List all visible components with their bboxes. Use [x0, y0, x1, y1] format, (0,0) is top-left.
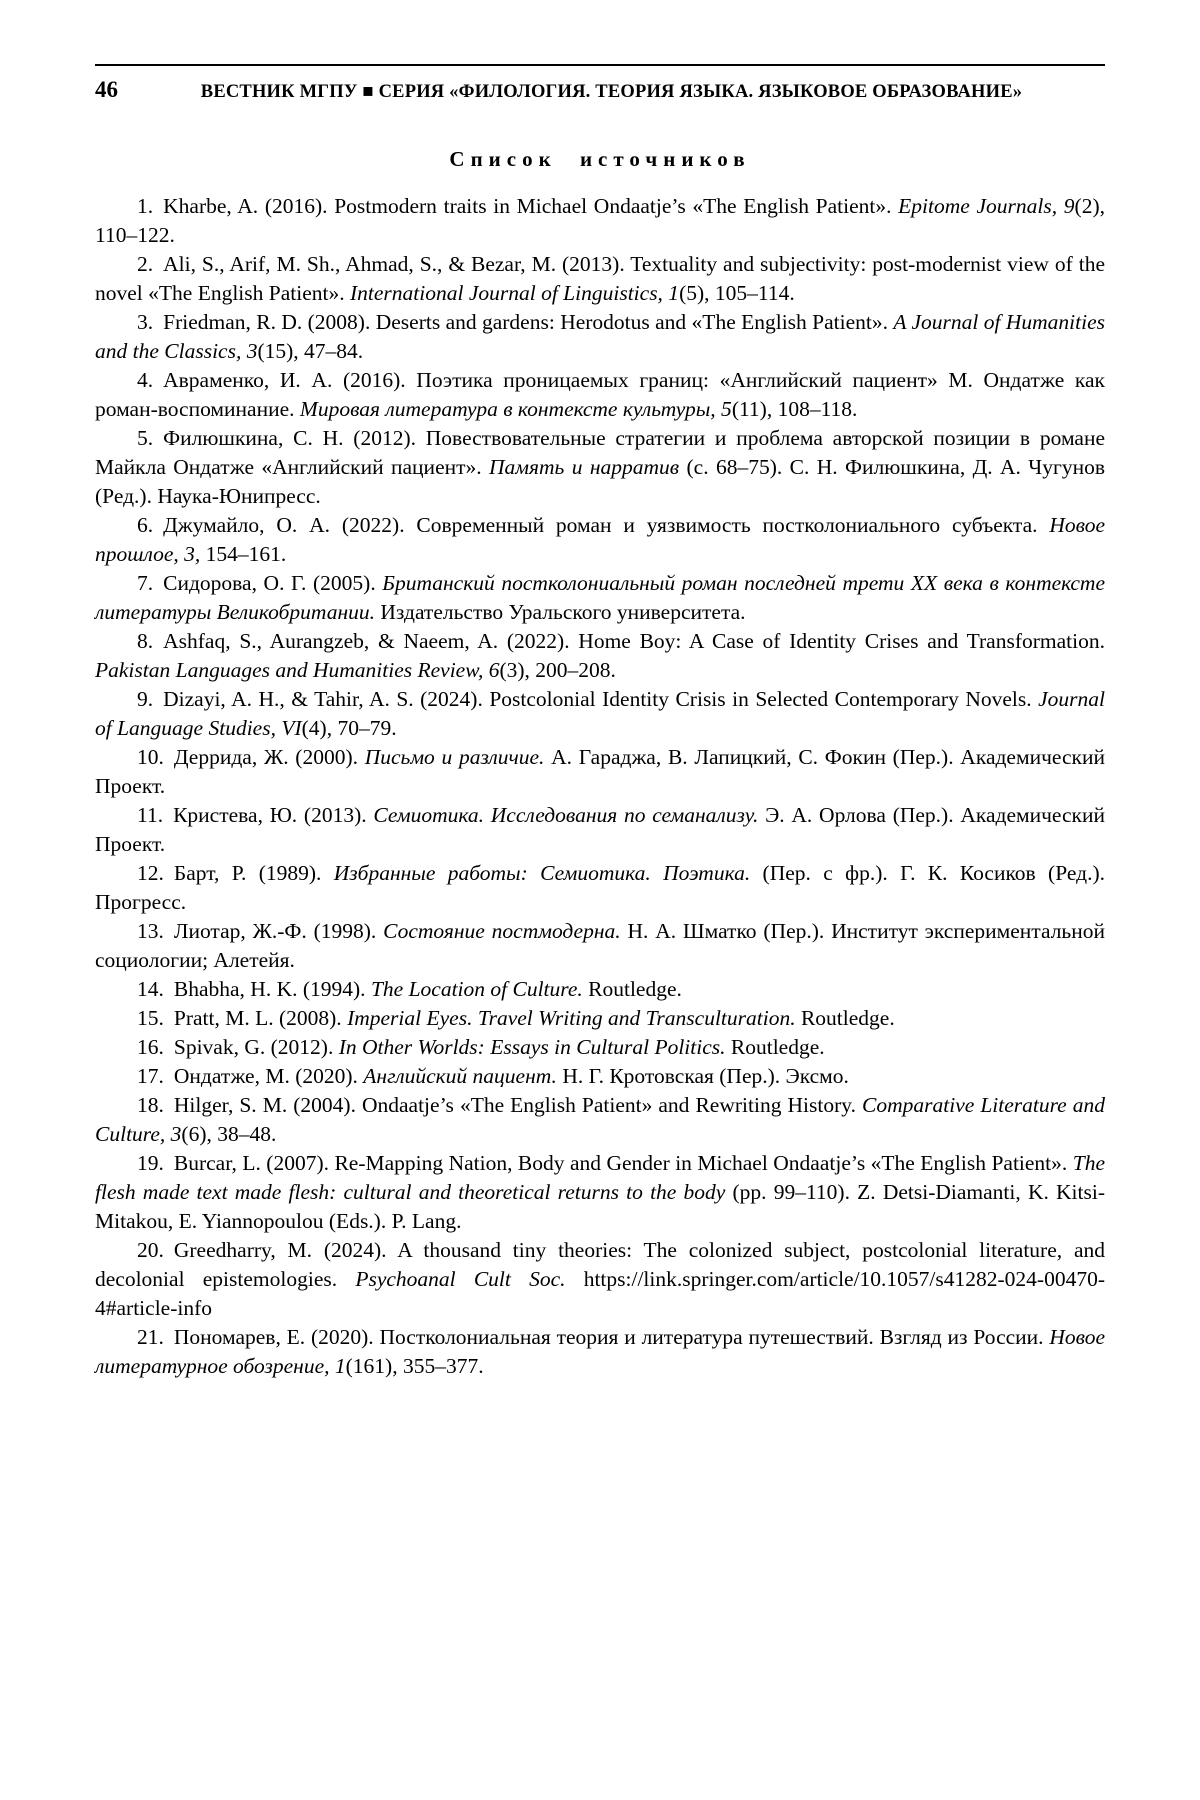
- reference-segment: (161), 355–377.: [345, 1354, 484, 1378]
- reference-item: [95, 366, 1105, 424]
- reference-segment-italic: Comparative Literature and Culture, 3: [95, 1093, 1106, 1146]
- reference-item: [95, 685, 1105, 743]
- reference-number: 12.: [137, 861, 164, 885]
- reference-item: [95, 1062, 1105, 1091]
- reference-number: 9.: [137, 687, 154, 711]
- reference-number: 4.: [137, 368, 154, 392]
- reference-number: 6.: [137, 513, 154, 537]
- reference-item: [95, 1033, 1105, 1062]
- reference-segment: Авраменко, И. А. (2016). Поэтика проницаемых границ: «Английский пациент» М. Ондатже как роман-воспоминание.: [95, 368, 1105, 421]
- page-header: [95, 64, 1105, 103]
- reference-item: [95, 859, 1105, 917]
- reference-segment: Routledge.: [795, 1006, 895, 1030]
- reference-segment: Джумайло, О. А. (2022). Современный роман и уязвимость постколониального субъекта.: [163, 513, 1050, 537]
- reference-segment: Burcar, L. (2007). Re-Mapping Nation, Body and Gender in Michael Ondaatje’s «The English Patient».: [173, 1151, 1073, 1175]
- reference-segment: 154–161.: [200, 542, 287, 566]
- reference-number: 11.: [137, 803, 164, 827]
- reference-item: [95, 250, 1105, 308]
- reference-segment-italic: A Journal of Humanities and the Classics, 3: [95, 310, 1105, 363]
- reference-item: [95, 192, 1105, 250]
- section-title: Список источников: [449, 147, 751, 171]
- reference-number: 18.: [137, 1093, 164, 1117]
- reference-number: 5.: [137, 426, 154, 450]
- reference-segment-italic: Состояние постмодерна.: [383, 919, 621, 943]
- reference-item: [95, 1004, 1105, 1033]
- reference-segment: Pratt, M. L. (2008).: [173, 1006, 348, 1030]
- reference-number: 13.: [137, 919, 164, 943]
- reference-segment-italic: Память и нарратив: [489, 455, 680, 479]
- reference-segment: Routledge.: [725, 1035, 825, 1059]
- reference-segment: (11), 108–118.: [731, 397, 858, 421]
- reference-item: [95, 569, 1105, 627]
- reference-segment-italic: Семиотика. Исследования по семанализу.: [373, 803, 759, 827]
- reference-segment: Филюшкина, С. Н. (2012). Повествовательные стратегии и проблема авторской позиции в романе Майкла Ондатже «Английский пациент».: [95, 426, 1105, 479]
- page-number: 46: [95, 77, 118, 102]
- reference-segment: Hilger, S. M. (2004). Ondaatje’s «The English Patient» and Rewriting History.: [173, 1093, 863, 1117]
- reference-item: [95, 917, 1105, 975]
- reference-segment-italic: Мировая литература в контексте культуры, 5: [299, 397, 732, 421]
- reference-segment-italic: Новое литературное обозрение, 1: [95, 1325, 1105, 1378]
- reference-item: [95, 308, 1105, 366]
- reference-item: [95, 1323, 1105, 1381]
- reference-segment: (6), 38–48.: [181, 1122, 277, 1146]
- reference-number: 2.: [137, 252, 154, 276]
- reference-segment-italic: In Other Worlds: Essays in Cultural Politics.: [338, 1035, 726, 1059]
- reference-segment-italic: Imperial Eyes. Travel Writing and Transculturation.: [347, 1006, 796, 1030]
- reference-segment-italic: Письмо и различие.: [364, 745, 545, 769]
- running-head: [95, 73, 1105, 103]
- reference-number: 3.: [137, 310, 154, 334]
- reference-segment-italic: The flesh made text made flesh: cultural and theoretical returns to the body: [95, 1151, 1105, 1204]
- reference-item: [95, 511, 1105, 569]
- reference-segment: Routledge.: [582, 977, 682, 1001]
- reference-segment: Н. А. Шматко (Пер.). Институт экспериментальной социологии; Алетейя.: [95, 919, 1105, 972]
- reference-segment: (2), 110–122.: [95, 194, 1105, 247]
- reference-segment: Ashfaq, S., Aurangzeb, & Naeem, A. (2022). Home Boy: A Case of Identity Crises and Transformation.: [163, 629, 1105, 653]
- reference-number: 8.: [137, 629, 154, 653]
- reference-segment: (pp. 99–110). Z. Detsi-Diamanti, K. Kitsi-Mitakou, E. Yiannopoulou (Eds.). P. Lang.: [95, 1180, 1105, 1233]
- reference-number: 20.: [137, 1238, 164, 1262]
- reference-item: [95, 975, 1105, 1004]
- reference-number: 7.: [137, 571, 154, 595]
- reference-number: 21.: [137, 1325, 164, 1349]
- reference-segment: Деррида, Ж. (2000).: [173, 745, 365, 769]
- reference-segment: (15), 47–84.: [257, 339, 364, 363]
- reference-segment-italic: International Journal of Linguistics, 1: [349, 281, 680, 305]
- reference-segment: Dizayi, A. H., & Tahir, A. S. (2024). Postcolonial Identity Crisis in Selected Contemporary Novels.: [163, 687, 1039, 711]
- reference-segment: (3), 200–208.: [499, 658, 616, 682]
- reference-segment: Н. Г. Кротовская (Пер.). Эксмо.: [556, 1064, 849, 1088]
- reference-segment: Ali, S., Arif, M. Sh., Ahmad, S., & Bezar, M. (2013). Textuality and subjectivity: post-modernist view of the novel «The English Patient».: [95, 252, 1105, 305]
- reference-number: 15.: [137, 1006, 164, 1030]
- reference-segment-italic: Journal of Language Studies, VI: [95, 687, 1105, 740]
- reference-segment: (4), 70–79.: [301, 716, 397, 740]
- reference-number: 17.: [137, 1064, 164, 1088]
- header-rule: [95, 64, 1105, 66]
- reference-number: 10.: [137, 745, 164, 769]
- reference-segment-italic: The Location of Culture.: [370, 977, 583, 1001]
- running-title: ВЕСТНИК МГПУ ■ СЕРИЯ «ФИЛОЛОГИЯ. ТЕОРИЯ ЯЗЫКА. ЯЗЫКОВОЕ ОБРАЗОВАНИЕ»: [200, 82, 1023, 102]
- reference-segment: Барт, Р. (1989).: [173, 861, 334, 885]
- reference-item: [95, 743, 1105, 801]
- reference-segment: Spivak, G. (2012).: [173, 1035, 339, 1059]
- reference-segment-italic: Английский пациент.: [363, 1064, 557, 1088]
- reference-item: [95, 1091, 1105, 1149]
- reference-segment-italic: Новое прошлое, 3,: [95, 513, 1105, 566]
- reference-item: [95, 424, 1105, 511]
- reference-segment: Ондатже, М. (2020).: [173, 1064, 364, 1088]
- reference-segment: А. Гараджа, В. Лапицкий, С. Фокин (Пер.). Академический Проект.: [95, 745, 1105, 798]
- references-list: [95, 192, 1105, 1381]
- reference-segment-italic: Избранные работы: Семиотика. Поэтика.: [333, 861, 751, 885]
- reference-item: [95, 801, 1105, 859]
- reference-segment-italic: Британский постколониальный роман последней трети XX века в контексте литературы Великобритании.: [95, 571, 1105, 624]
- reference-segment: Издательство Уральского университета.: [375, 600, 746, 624]
- reference-item: [95, 1236, 1105, 1323]
- reference-number: 14.: [137, 977, 164, 1001]
- reference-segment: (с. 68–75). С. Н. Филюшкина, Д. А. Чугунов (Ред.). Наука-Юнипресс.: [95, 455, 1105, 508]
- reference-segment: Лиотар, Ж.-Ф. (1998).: [173, 919, 384, 943]
- reference-segment: (5), 105–114.: [679, 281, 795, 305]
- reference-segment: Пономарев, Е. (2020). Постколониальная теория и литература путешествий. Взгляд из России.: [173, 1325, 1050, 1349]
- reference-segment-italic: Pakistan Languages and Humanities Review, 6: [95, 658, 500, 682]
- reference-item: [95, 627, 1105, 685]
- reference-number: 1.: [137, 194, 154, 218]
- reference-segment: Кристева, Ю. (2013).: [173, 803, 374, 827]
- reference-segment-italic: Epitome Journals, 9: [898, 194, 1075, 218]
- reference-number: 16.: [137, 1035, 164, 1059]
- reference-segment: Greedharry, M. (2024). A thousand tiny theories: The colonized subject, postcolonial literature, and decolonial epistemologies.: [95, 1238, 1105, 1291]
- reference-segment: Kharbe, A. (2016). Postmodern traits in Michael Ondaatje’s «The English Patient».: [163, 194, 899, 218]
- reference-segment: Э. А. Орлова (Пер.). Академический Проект.: [95, 803, 1106, 856]
- reference-segment-italic: Psychoanal Cult Soc.: [355, 1267, 566, 1291]
- reference-segment: Friedman, R. D. (2008). Deserts and gardens: Herodotus and «The English Patient».: [163, 310, 894, 334]
- reference-segment: Сидорова, О. Г. (2005).: [163, 571, 383, 595]
- reference-segment: Bhabha, H. K. (1994).: [173, 977, 371, 1001]
- reference-number: 19.: [137, 1151, 164, 1175]
- reference-item: [95, 1149, 1105, 1236]
- reference-segment: (Пер. с фр.). Г. К. Косиков (Ред.). Прогресс.: [95, 861, 1105, 914]
- reference-segment: https://link.springer.com/article/10.1057/s41282-024-00470-4#article-info: [95, 1267, 1105, 1320]
